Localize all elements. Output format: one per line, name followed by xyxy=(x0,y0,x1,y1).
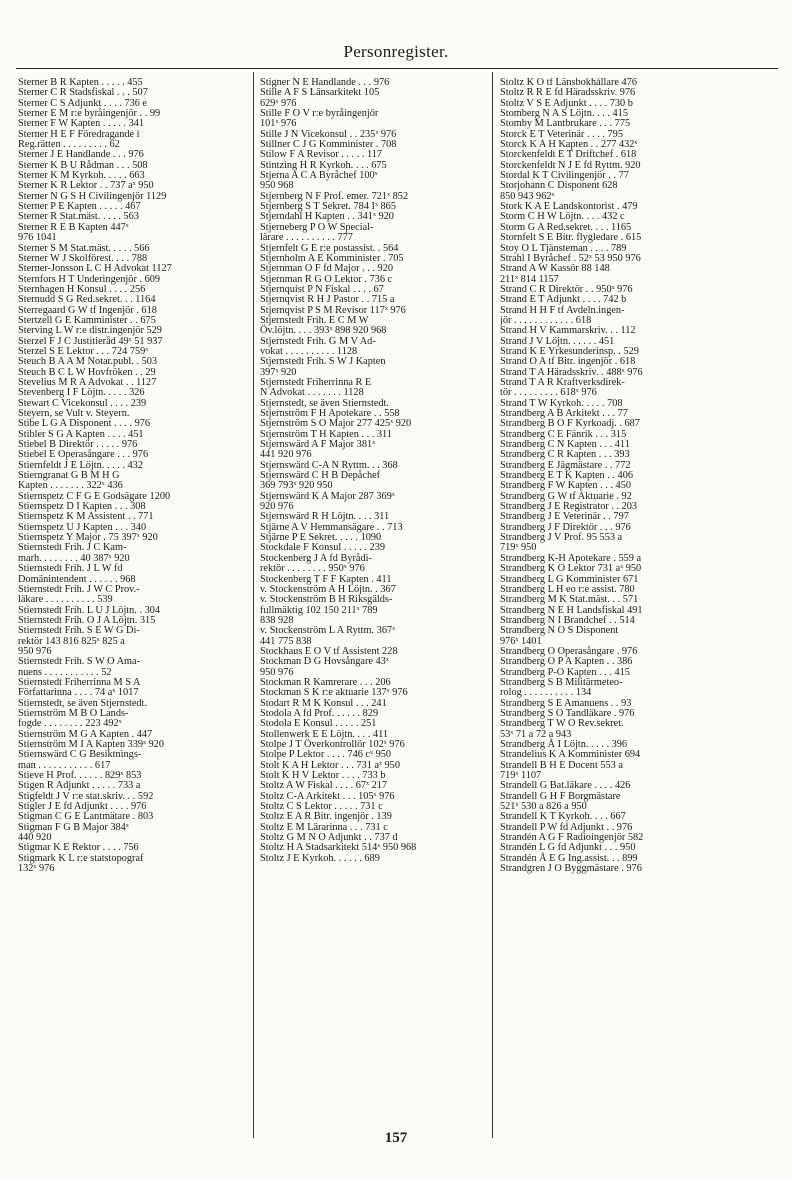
register-entry: Strandberg O Operasångare . 976 xyxy=(500,645,638,657)
register-entry: Sterzel F J C Justitieråd 49ˣ 51 937 xyxy=(18,335,163,347)
register-entry: Sternhagen H Konsul . . . . 256 xyxy=(18,283,146,295)
register-entry: Stiernstedt Frih. O J A Löjtn. 315 xyxy=(18,614,156,626)
register-entry: Stockenberg J A fd Byrådi- xyxy=(260,552,372,564)
register-entry: Strandelius K A Komminister 694 xyxy=(500,749,641,761)
register-entry: Strandell B H E Docent 553 a xyxy=(500,759,623,771)
register-entry: Stiernspetz U J Kapten . . . 340 xyxy=(18,521,147,533)
register-entry: Stiernspetz D I Kapten . . . 308 xyxy=(18,501,146,513)
register-entry: Stiernstedt Frih. S E W G Di- xyxy=(18,625,140,637)
register-entry: Stjernstedt Friherrinna R E xyxy=(260,376,372,388)
register-entry: Steuch B A A M Notar.publ. . 503 xyxy=(18,356,158,368)
register-entry: Stigen R Adjunkt . . . . . 733 a xyxy=(18,780,141,792)
register-entry: Stjernberg S T Sekret. 784 Iˣ 865 xyxy=(260,201,396,213)
register-entry: Storck E T Veterinär . . . . 795 xyxy=(500,128,623,140)
register-entry: Stiernstedt Frih. J W C Prov.- xyxy=(18,583,140,595)
register-entry: Strandberg A B Arkitekt . . . 77 xyxy=(500,408,628,419)
register-entry: Storjohann C Disponent 628 xyxy=(500,180,618,192)
register-entry: Stjernman R G O Lektor . 736 c xyxy=(260,273,393,285)
register-entry: Stoltz H A Stadsarkitekt 514ˣ 950 968 xyxy=(260,842,417,854)
register-entry: Sterner K R Lektor . . 737 aˣ 950 xyxy=(18,180,154,192)
register-entry: Stevelius M R A Advokat . . 1127 xyxy=(18,376,157,388)
register-entry: 950 968 xyxy=(260,180,294,192)
register-entry: Stjernqvist R H J Pastor . . 715 a xyxy=(260,294,395,306)
register-entry: Stolpe P Lektor . . . . 746 cˣ 950 xyxy=(260,749,392,761)
register-entry: Sterner B R Kapten . . . . . 455 xyxy=(18,78,143,88)
register-entry: Stiernspetz Y Major . 75 397ˣ 920 xyxy=(18,532,158,544)
page-number: 157 xyxy=(384,1130,408,1146)
register-entry: Strandberg C E Fänrik . . . 315 xyxy=(500,428,627,440)
register-entry: 521ˣ 530 a 826 a 950 xyxy=(500,801,587,813)
register-entry: 719ˣ 1107 xyxy=(500,770,542,782)
register-entry: 441 920 976 xyxy=(260,449,312,461)
register-entry: marh. . . . . . . . 40 387ˣ 920 xyxy=(18,552,130,564)
register-entry: Stjernstedt Frih. E C M W xyxy=(260,314,369,326)
register-entry: Strandberg L G Komminister 671 xyxy=(500,573,639,585)
register-entry: Stertzell G E Kamminister . . 675 xyxy=(18,314,156,326)
register-entry: vokat . . . . . . . . . . 1128 xyxy=(260,345,358,357)
register-entry: Stiernström M I A Kapten 339ˣ 920 xyxy=(18,739,164,750)
register-entry: Stiernström M G A Kapten . 447 xyxy=(18,728,153,740)
register-entry: Stoltz C S Lektor . . . . . 731 c xyxy=(260,801,383,813)
register-entry: nuens . . . . . . . . . . . 52 xyxy=(18,666,112,678)
register-entry: Strandell G Bat.läkare . . . . 426 xyxy=(500,780,631,792)
register-entry: Författarinna . . . . 74 aˣ 1017 xyxy=(18,687,139,699)
register-entry: Stjernstedt, se även Stiernstedt. xyxy=(260,397,389,409)
register-entry: Stodart R M K Konsul . . . 241 xyxy=(260,697,387,709)
register-entry: 950 976 xyxy=(260,666,294,678)
register-entry: 397ˣ 920 xyxy=(260,366,297,378)
register-entry: Stoltz K O tf Länsbokhållare 476 xyxy=(500,78,637,88)
column-3 xyxy=(500,78,778,1138)
register-entry: Stoltz J E Kyrkoh. . . . . . 689 xyxy=(260,852,380,864)
register-entry: Strandberg L H eo r:e assist. 780 xyxy=(500,583,635,595)
register-entry: Stigfeldt J V r:e stat.skriv. . . 592 xyxy=(18,790,154,802)
register-entry: Stintzing H R Kyrkoh. . . . 675 xyxy=(260,159,387,171)
register-entry: Sterzel S E Lektor . . . 724 759ˣ xyxy=(18,345,149,357)
register-entry: Stierngranat G B M H G xyxy=(18,470,120,482)
register-entry: Sterner F W Kapten . . . . . 341 xyxy=(18,118,145,130)
register-entry: Stockman D G Hovsångare 43ˣ xyxy=(260,656,389,668)
register-entry: 838 928 xyxy=(260,614,294,626)
register-entry: Stjernholm A E Komminister . 705 xyxy=(260,252,404,264)
register-entry: Strandberg S O Tandläkare . 976 xyxy=(500,707,635,719)
register-entry: Stiernstedt Friherrinna M S A xyxy=(18,676,141,688)
register-entry: Stjerna A C A Byråchef 100ˣ xyxy=(260,170,378,182)
register-entry: Strandberg K-H Apotekare . 559 a xyxy=(500,552,642,564)
register-entry: Stiernstedt Frih. J L W fd xyxy=(18,563,123,575)
register-entry: 719ˣ 950 xyxy=(500,542,537,554)
register-entry: Stockhaus E O V tf Assistent 228 xyxy=(260,645,398,657)
register-entry: Storm G A Red.sekret. . . . 1165 xyxy=(500,221,632,233)
register-entry: Stiernspetz K M Assistent . . 771 xyxy=(18,511,154,523)
register-entry: Strandberg J E Veterinär . . 797 xyxy=(500,511,629,523)
register-entry: Sterner N G S H Civilingenjör 1129 xyxy=(18,190,167,202)
register-entry: Stjernström S O Major 277 425ˣ 920 xyxy=(260,418,412,430)
register-entry: Sterner K B U Rådman . . . 508 xyxy=(18,159,148,171)
register-entry: Stiernfeldt J E Löjtn. . . . . 432 xyxy=(18,459,143,471)
register-entry: Strandell G H F Borgmästare xyxy=(500,790,621,802)
register-entry: Sterner H E F Föredragande i xyxy=(18,128,140,140)
register-entry: 440 920 xyxy=(18,832,52,844)
register-entry: Strandberg C R Kapten . . . 393 xyxy=(500,449,630,461)
register-entry: Stille A F S Länsarkitekt 105 xyxy=(260,87,380,99)
register-entry: Sterner J E Handlande . . . 976 xyxy=(18,149,144,161)
register-entry: Stoy O L Tjänsteman . . . . 789 xyxy=(500,242,627,254)
register-entry: Stjerneberg P O W Special- xyxy=(260,221,374,233)
register-entry: Stjernswärd A F Major 381ˣ xyxy=(260,439,376,451)
register-entry: Strandberg G W tf Aktuarie . 92 xyxy=(500,490,632,502)
register-entry: Stille F O V r:e byråingenjör xyxy=(260,108,379,120)
register-entry: Strandberg J V Prof. 95 553 a xyxy=(500,532,623,544)
register-entry: Stjernswärd C-A N Ryttm. . . 368 xyxy=(260,459,398,471)
register-entry: fullmäktig 102 150 211ˣ 789 xyxy=(260,604,378,616)
register-entry: Stjernfelt G E r:e postassist. . 564 xyxy=(260,242,399,254)
register-entry: Stiebel B Direktör . . . . . 976 xyxy=(18,439,138,451)
register-entry: Stigman C G E Lantmätare . 803 xyxy=(18,811,154,823)
register-entry: Stillner C J G Komminister . 708 xyxy=(260,139,397,151)
column-separator-2 xyxy=(492,72,493,1138)
register-entry: 629ˣ 976 xyxy=(260,97,297,109)
register-entry: Strand E T Adjunkt . . . . 742 b xyxy=(500,294,627,306)
register-entry: Sterner S M Stat.mäst. . . . . 566 xyxy=(18,242,150,254)
register-entry: tör . . . . . . . . . 618ˣ 976 xyxy=(500,387,597,399)
register-entry: Stjernstedt Frih. S W J Kapten xyxy=(260,356,386,368)
register-entry: Stiernstedt Frih. S W O Ama- xyxy=(18,656,141,668)
column-1 xyxy=(18,78,250,1138)
register-entry: Stevenberg I F Löjtn. . . . . 326 xyxy=(18,387,145,399)
register-entry: Stieve H Prof. . . . . . 829ˣ 853 xyxy=(18,770,142,782)
page-title: Personregister. xyxy=(343,42,449,61)
register-entry: Stomberg N A S Löjtn. . . . 415 xyxy=(500,108,628,120)
register-entry: Stolpe J T Överkontrollör 102ˣ 976 xyxy=(260,739,405,750)
register-entry: Stolt K A H Lektor . . . 731 aˣ 950 xyxy=(260,759,400,771)
register-entry: Sterner E M r:e byråingenjör . . 99 xyxy=(18,108,161,120)
register-entry: Strandberg C N Kapten . . . 411 xyxy=(500,439,630,451)
register-entry: Stockenberg T F F Kapten . 411 xyxy=(260,573,392,585)
register-entry: Strandberg E Jägmästare . . 772 xyxy=(500,459,631,471)
register-entry: Stoltz R R E fd Häradsskriv. 976 xyxy=(500,87,636,99)
register-entry: Stollenwerk E E Löjtn. . . . 411 xyxy=(260,728,389,740)
register-entry: Strandberg Å I Löjtn. . . . . 396 xyxy=(500,739,628,750)
register-entry: Stjernswärd K A Major 287 369ˣ xyxy=(260,490,395,502)
register-entry: Sterner C S Adjunkt . . . . 736 e xyxy=(18,97,147,109)
register-entry: Strand O A tf Bitr. ingenjör . 618 xyxy=(500,356,636,368)
register-entry: Strandberg E T K Kapten . . 406 xyxy=(500,470,633,482)
register-entry: Sterner R Stat.mäst. . . . . 563 xyxy=(18,211,139,223)
register-entry: Stjärne A V Hemmansägare . . 713 xyxy=(260,521,403,533)
register-entry: rolog . . . . . . . . . . 134 xyxy=(500,687,592,699)
register-entry: Stjernman O F fd Major . . . 920 xyxy=(260,263,393,275)
register-entry: Stiernstedt, se även Stjernstedt. xyxy=(18,697,147,709)
register-entry: Stiernstedt Frih. J C Kam- xyxy=(18,542,127,554)
register-entry: Storck K A H Kapten . . 277 432ˣ xyxy=(500,139,638,151)
register-entry: Sterregaard G W tf Ingenjör . 618 xyxy=(18,304,157,316)
register-entry: 211ˣ 814 1157 xyxy=(500,273,559,285)
register-entry: Stjernswärd R H Löjtn. . . . 311 xyxy=(260,511,390,523)
register-entry: 920 976 xyxy=(260,501,294,513)
register-entry: Sterving L W r:e distr.ingenjör 529 xyxy=(18,325,162,337)
register-entry: 976ˣ 1401 xyxy=(500,635,542,647)
register-entry: Stornfelt S E Bitr. flygledare . 615 xyxy=(500,232,642,244)
register-entry: Strandberg N I Brandchef . . 514 xyxy=(500,614,635,626)
register-entry: Stigner N E Handlande . . . 976 xyxy=(260,78,390,88)
register-entry: Strandell K T Kyrkoh. . . . 667 xyxy=(500,811,626,823)
register-entry: 950 976 xyxy=(18,645,52,657)
column-separator-1 xyxy=(253,72,254,1138)
register-entry: Kapten . . . . . . . 322ˣ 436 xyxy=(18,480,123,492)
register-entry: Stolt K H V Lektor . . . . 733 b xyxy=(260,770,386,782)
register-entry: Stjernberg N F Prof. emer. 721ˣ 852 xyxy=(260,190,409,202)
register-entry: rektör 143 816 825ˣ 825 a xyxy=(18,635,125,647)
register-entry: Strandén A G F Radioingenjör 582 xyxy=(500,832,644,844)
register-entry: Sternfors H T Underingenjör . 609 xyxy=(18,273,161,285)
register-entry: Stjerndahl H Kapten . . 341ˣ 920 xyxy=(260,211,394,223)
register-entry: Domänintendent . . . . . . 968 xyxy=(18,573,136,585)
register-entry: Stille J N Vicekonsul . . 235ˣ 976 xyxy=(260,128,397,140)
register-entry: Strandberg J E Registrator . . 203 xyxy=(500,501,638,513)
register-entry: 369 793ˣ 920 950 xyxy=(260,480,333,492)
register-entry: Strandén Å E G Ing.assist. . . 899 xyxy=(500,852,638,864)
register-entry: Stodola E Konsul . . . . . 251 xyxy=(260,718,377,730)
column-2 xyxy=(260,78,492,1138)
register-entry: Stoltz C-A Arkitekt . . . 105ˣ 976 xyxy=(260,790,395,802)
register-entry: Steyern, se Vult v. Steyern. xyxy=(18,408,130,419)
register-entry: 976 1041 xyxy=(18,232,57,244)
register-entry: Strandberg M K Stat.mäst. . . 571 xyxy=(500,594,639,606)
register-entry: Stiernspetz C F G E Godsägare 1200 xyxy=(18,490,171,502)
register-entry: Stork K A E Landskontorist . 479 xyxy=(500,201,638,213)
register-entry: Stiernström M B O Lands- xyxy=(18,707,129,719)
register-entry: Stigmar K E Rektor . . . . 756 xyxy=(18,842,139,854)
register-entry: Stibe L G A Disponent . . . . 976 xyxy=(18,418,151,430)
register-entry: Strand T A R Kraftverksdirek- xyxy=(500,376,625,388)
register-entry: Stjärne P E Sekret. . . . . 1090 xyxy=(260,532,382,544)
register-entry: fogde . . . . . . . . 223 492ˣ xyxy=(18,718,122,730)
register-entry: Strandell P W fd Adjunkt . . 976 xyxy=(500,821,633,833)
register-entry: Strandberg B O F Kyrkoadj. . 687 xyxy=(500,418,640,430)
register-entry: Stoltz V S E Adjunkt . . . . 730 b xyxy=(500,97,633,109)
register-entry: Strand H V Kammarskriv. . . 112 xyxy=(500,325,636,337)
register-entry: Stoltz E M Lärarinna . . . 731 c xyxy=(260,821,388,833)
register-entry: 850 943 962ˣ xyxy=(500,190,555,202)
register-entry: Strandén L G fd Adjunkt . . . 950 xyxy=(500,842,636,854)
register-entry: Strand T A Häradsskriv. . 488ˣ 976 xyxy=(500,366,643,378)
register-entry: Stomby M Lantbrukare . . . 775 xyxy=(500,118,631,130)
register-entry: Stoltz E A R Bitr. ingenjör . 139 xyxy=(260,811,392,823)
register-entry: Strand K E Yrkesunderinsp. . 529 xyxy=(500,345,639,357)
register-entry: Strandberg S B Militärmeteo- xyxy=(500,676,623,688)
register-entry: Öv.löjtn. . . . 393ˣ 898 920 968 xyxy=(260,325,387,337)
register-entry: Stiernswärd C G Besiktnings- xyxy=(18,749,142,761)
register-entry: Strandberg T W O Rev.sekret. xyxy=(500,718,624,730)
register-entry: N Advokat . . . . . . . 1128 xyxy=(260,387,364,399)
register-entry: Stockman R Kamrerare . . . 206 xyxy=(260,676,391,688)
register-entry: v. Stockenström A H Löjtn. . 367 xyxy=(260,583,396,595)
register-entry: Strand C R Direktör . . 950ˣ 976 xyxy=(500,283,633,295)
register-entry: Sterner K M Kyrkoh. . . . . 663 xyxy=(18,170,145,182)
register-entry: Stodola A fd Prof. . . . . . 829 xyxy=(260,707,379,719)
register-entry: Stockman S K r:e aktuarie 137ˣ 976 xyxy=(260,687,408,699)
register-entry: lärare . . . . . . . . . . 777 xyxy=(260,232,353,244)
register-entry: Stockdale F Konsul . . . . . 239 xyxy=(260,542,385,554)
register-entry: Strandberg F W Kapten . . . 450 xyxy=(500,480,631,492)
register-entry: Sterner C R Stadsfiskal . . . 507 xyxy=(18,87,148,99)
register-entry: Strandberg S E Amanuens . . 93 xyxy=(500,697,632,709)
register-entry: 132ˣ 976 xyxy=(18,863,55,875)
register-entry: Stordal K T Civilingenjör . . 77 xyxy=(500,170,629,182)
register-entry: Stilow F A Revisor . . . . . 117 xyxy=(260,149,383,161)
register-entry: Sterner-Jonsson L C H Advokat 1127 xyxy=(18,263,172,275)
register-entry: jör . . . . . . . . . . . . 618 xyxy=(500,314,592,326)
register-entry: v. Stockenström B H Riksgälds- xyxy=(260,594,393,606)
register-entry: Sterner R E B Kapten 447ˣ xyxy=(18,221,129,233)
register-entry: Strandberg O P A Kapten . . 386 xyxy=(500,656,633,668)
register-entry: 441 775 838 xyxy=(260,635,312,647)
register-entry: Strand H H F tf Avdeln.ingen- xyxy=(500,304,625,316)
register-entry: Strandberg N O S Disponent xyxy=(500,625,619,637)
header-rule xyxy=(16,68,778,69)
register-entry: Stoltz G M N O Adjunkt . . 737 d xyxy=(260,832,398,844)
register-entry: Sterner P E Kapten . . . . . 467 xyxy=(18,201,141,213)
register-entry: Stjernstedt Frih. G M V Ad- xyxy=(260,335,376,347)
register-entry: Stibler S G A Kapten . . . . 451 xyxy=(18,428,144,440)
register-entry: Storckenfeldt N J E fd Ryttm. 920 xyxy=(500,159,641,171)
register-entry: v. Stockenström L A Ryttm. 367ˣ xyxy=(260,625,396,637)
register-entry: Stewart C Vicekonsul . . . . 239 xyxy=(18,397,147,409)
register-entry: Stjernswärd C H B Depåchef xyxy=(260,470,381,482)
register-entry: man . . . . . . . . . . . 617 xyxy=(18,759,111,771)
register-entry: rektör . . . . . . . . 950ˣ 976 xyxy=(260,563,365,575)
register-entry: Stoltz A W Fiskal . . . . 67ˣ 217 xyxy=(260,780,388,792)
register-entry: Strandberg P-O Kapten . . . 415 xyxy=(500,666,630,678)
register-entry: Stigler J E fd Adjunkt . . . . 976 xyxy=(18,801,147,813)
register-entry: Strandberg J F Direktör . . . 976 xyxy=(500,521,631,533)
register-entry: Stjernqvist P S M Revisor 117ˣ 976 xyxy=(260,304,406,316)
register-entry: Strand J V Löjtn. . . . . . 451 xyxy=(500,335,615,347)
register-entry: Stjernquist P N Fiskal . . . . 67 xyxy=(260,283,384,295)
register-entry: Stiernstedt Frih. L U J Löjtn. . 304 xyxy=(18,604,161,616)
register-entry: Steuch B C L W Hovfröken . . 29 xyxy=(18,366,156,378)
register-entry: Stjernström F H Apotekare . . 558 xyxy=(260,408,400,419)
register-entry: Strandberg N E H Landsfiskal 491 xyxy=(500,604,643,616)
register-entry: Stiebel E Operasångare . . . 976 xyxy=(18,449,149,461)
register-entry: Strandgren J O Byggmästare . 976 xyxy=(500,863,642,875)
register-entry: Strand T W Kyrkoh. . . . . 708 xyxy=(500,397,623,409)
register-entry: Strand A W Kassör 88 148 xyxy=(500,263,610,275)
register-entry: Strahl I Byråchef . 52ˣ 53 950 976 xyxy=(500,252,641,264)
register-entry: 53ˣ 71 a 72 a 943 xyxy=(500,728,572,740)
register-entry: Sterner W J Skolförest. . . . 788 xyxy=(18,252,148,264)
register-entry: Stigman F G B Major 384ˣ xyxy=(18,821,129,833)
register-entry: Storckenfeldt E T Driftchef . 618 xyxy=(500,149,637,161)
register-entry: Stjernström T H Kapten . . . 311 xyxy=(260,428,392,440)
register-entry: Stigmark K L r:e statstopograf xyxy=(18,852,144,864)
register-entry: 101ˣ 976 xyxy=(260,118,297,130)
register-entry: Storm C H W Löjtn. . . . 432 c xyxy=(500,211,625,223)
register-entry: läkare . . . . . . . . . . 539 xyxy=(18,594,113,606)
register-entry: Sternudd S G Red.sekret. . . 1164 xyxy=(18,294,156,306)
register-entry: Reg.rätten . . . . . . . . . 62 xyxy=(18,139,120,151)
register-entry: Strandberg K O Lektor 731 aˣ 950 xyxy=(500,563,642,575)
